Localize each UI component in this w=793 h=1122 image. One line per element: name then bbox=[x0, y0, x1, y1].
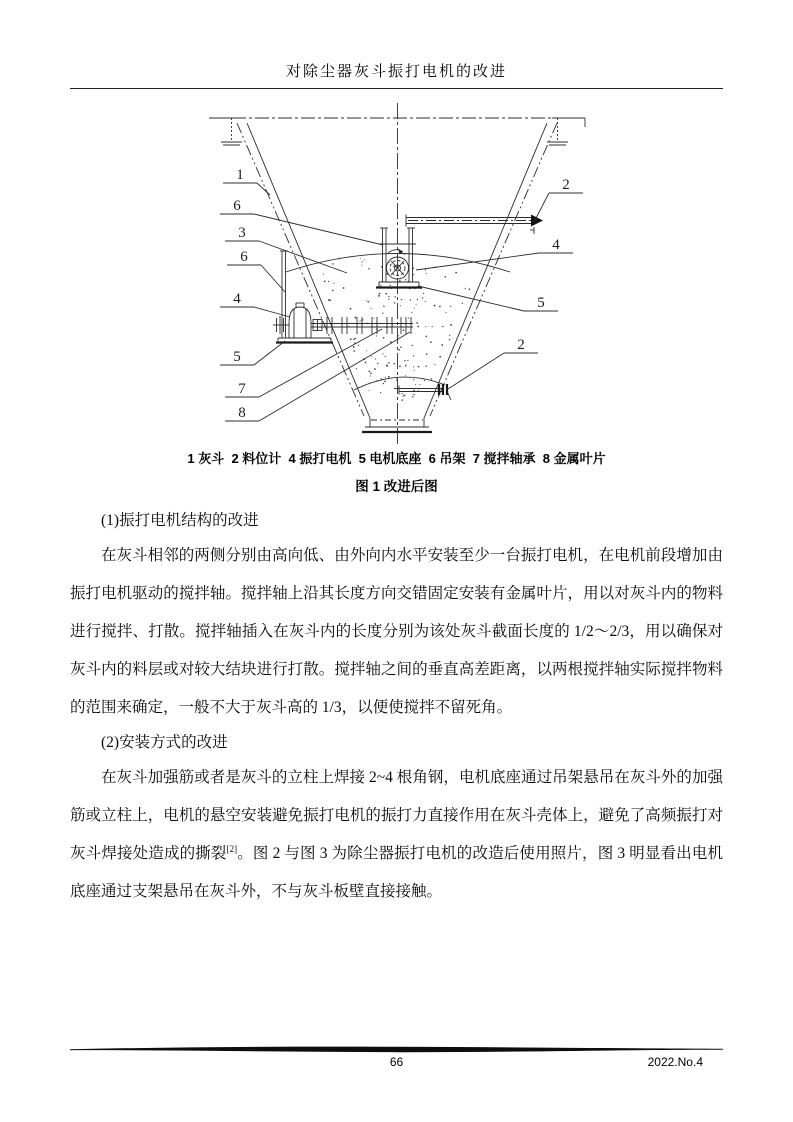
figure-label-2b: 2 bbox=[516, 337, 525, 353]
material-level-arcs bbox=[286, 254, 510, 391]
figure-caption: 1 灰斗 2 料位计 4 振打电机 5 电机底座 6 吊架 7 搅拌轴承 8 金属叶片 bbox=[187, 451, 606, 466]
footer-rule bbox=[70, 1044, 723, 1054]
figure-title: 图 1 改进后图 bbox=[355, 479, 438, 494]
vibration-motor-center bbox=[376, 228, 422, 288]
figure-label-6b: 6 bbox=[239, 249, 248, 265]
paragraph-2-text: 在灰斗加强筋或者是灰斗的立柱上焊接 2~4 根角钢，电机底座通过吊架悬吊在灰斗外的加强筋或立柱上，电机的悬空安装避免振打电机的振打力直接作用在灰斗壳体上，避免了高频振打对灰斗焊接处造成的撕裂 bbox=[70, 769, 723, 862]
article-body bbox=[70, 505, 723, 911]
level-meter-upper bbox=[406, 215, 543, 235]
section-heading-1: (1)振打电机结构的改进 bbox=[101, 512, 259, 529]
figure-label-7: 7 bbox=[237, 381, 246, 397]
page-header bbox=[0, 0, 793, 89]
figure-1 bbox=[182, 101, 612, 495]
paragraph-2-text-cont: 。图 2 与图 3 为除尘器振打电机的改造后使用照片，图 3 明显看出电机底座通过支架悬吊在灰斗外，不与灰斗板壁直接接触。 bbox=[70, 845, 723, 900]
level-meter-lower bbox=[394, 384, 451, 400]
figure-label-2a: 2 bbox=[561, 177, 570, 193]
hopper-walls bbox=[237, 123, 557, 432]
header-divider bbox=[70, 88, 723, 89]
figure-label-5l: 5 bbox=[232, 349, 241, 365]
page-footer bbox=[70, 1044, 723, 1073]
page-title: 对除尘器灰斗振打电机的改进 bbox=[285, 64, 507, 80]
footer-row bbox=[70, 1055, 723, 1073]
figure-label-4r: 4 bbox=[551, 237, 560, 253]
hopper-top-frame bbox=[209, 118, 585, 145]
section-heading-2: (2)安装方式的改进 bbox=[101, 734, 228, 751]
issue-number: 2022.No.4 bbox=[647, 1055, 703, 1069]
hopper-diagram bbox=[182, 101, 612, 446]
figure-label-5r: 5 bbox=[536, 295, 545, 311]
leader-lines bbox=[220, 183, 583, 421]
figure-label-8: 8 bbox=[237, 405, 246, 421]
figure-label-6a: 6 bbox=[232, 198, 241, 214]
material-stipple bbox=[322, 254, 470, 401]
citation-ref: [2] bbox=[226, 843, 238, 854]
paragraph-1: 在灰斗相邻的两侧分别由高向低、由外向内水平安装至少一台振打电机，在电机前段增加由振打电机驱动的搅拌轴。搅拌轴上沿其长度方向交错固定安装有金属叶片，用以对灰斗内的物料进行搅拌、打散。搅拌轴插入在灰斗内的长度分别为该处灰斗截面长度的 1/2～2/3，用以确保对灰斗内的料层或对较大结块进行打散。搅拌轴之间的垂直高差距离，以两根搅拌轴实际搅拌物料的范围来确定，一般不大于灰斗高的 1/3，以便使搅拌不留死角。 bbox=[70, 547, 723, 716]
figure-label-1: 1 bbox=[235, 167, 244, 183]
figure-label-4l: 4 bbox=[232, 291, 241, 307]
figure-label-3: 3 bbox=[237, 225, 246, 241]
paragraph-2 bbox=[70, 759, 723, 911]
page-number: 66 bbox=[389, 1055, 404, 1069]
